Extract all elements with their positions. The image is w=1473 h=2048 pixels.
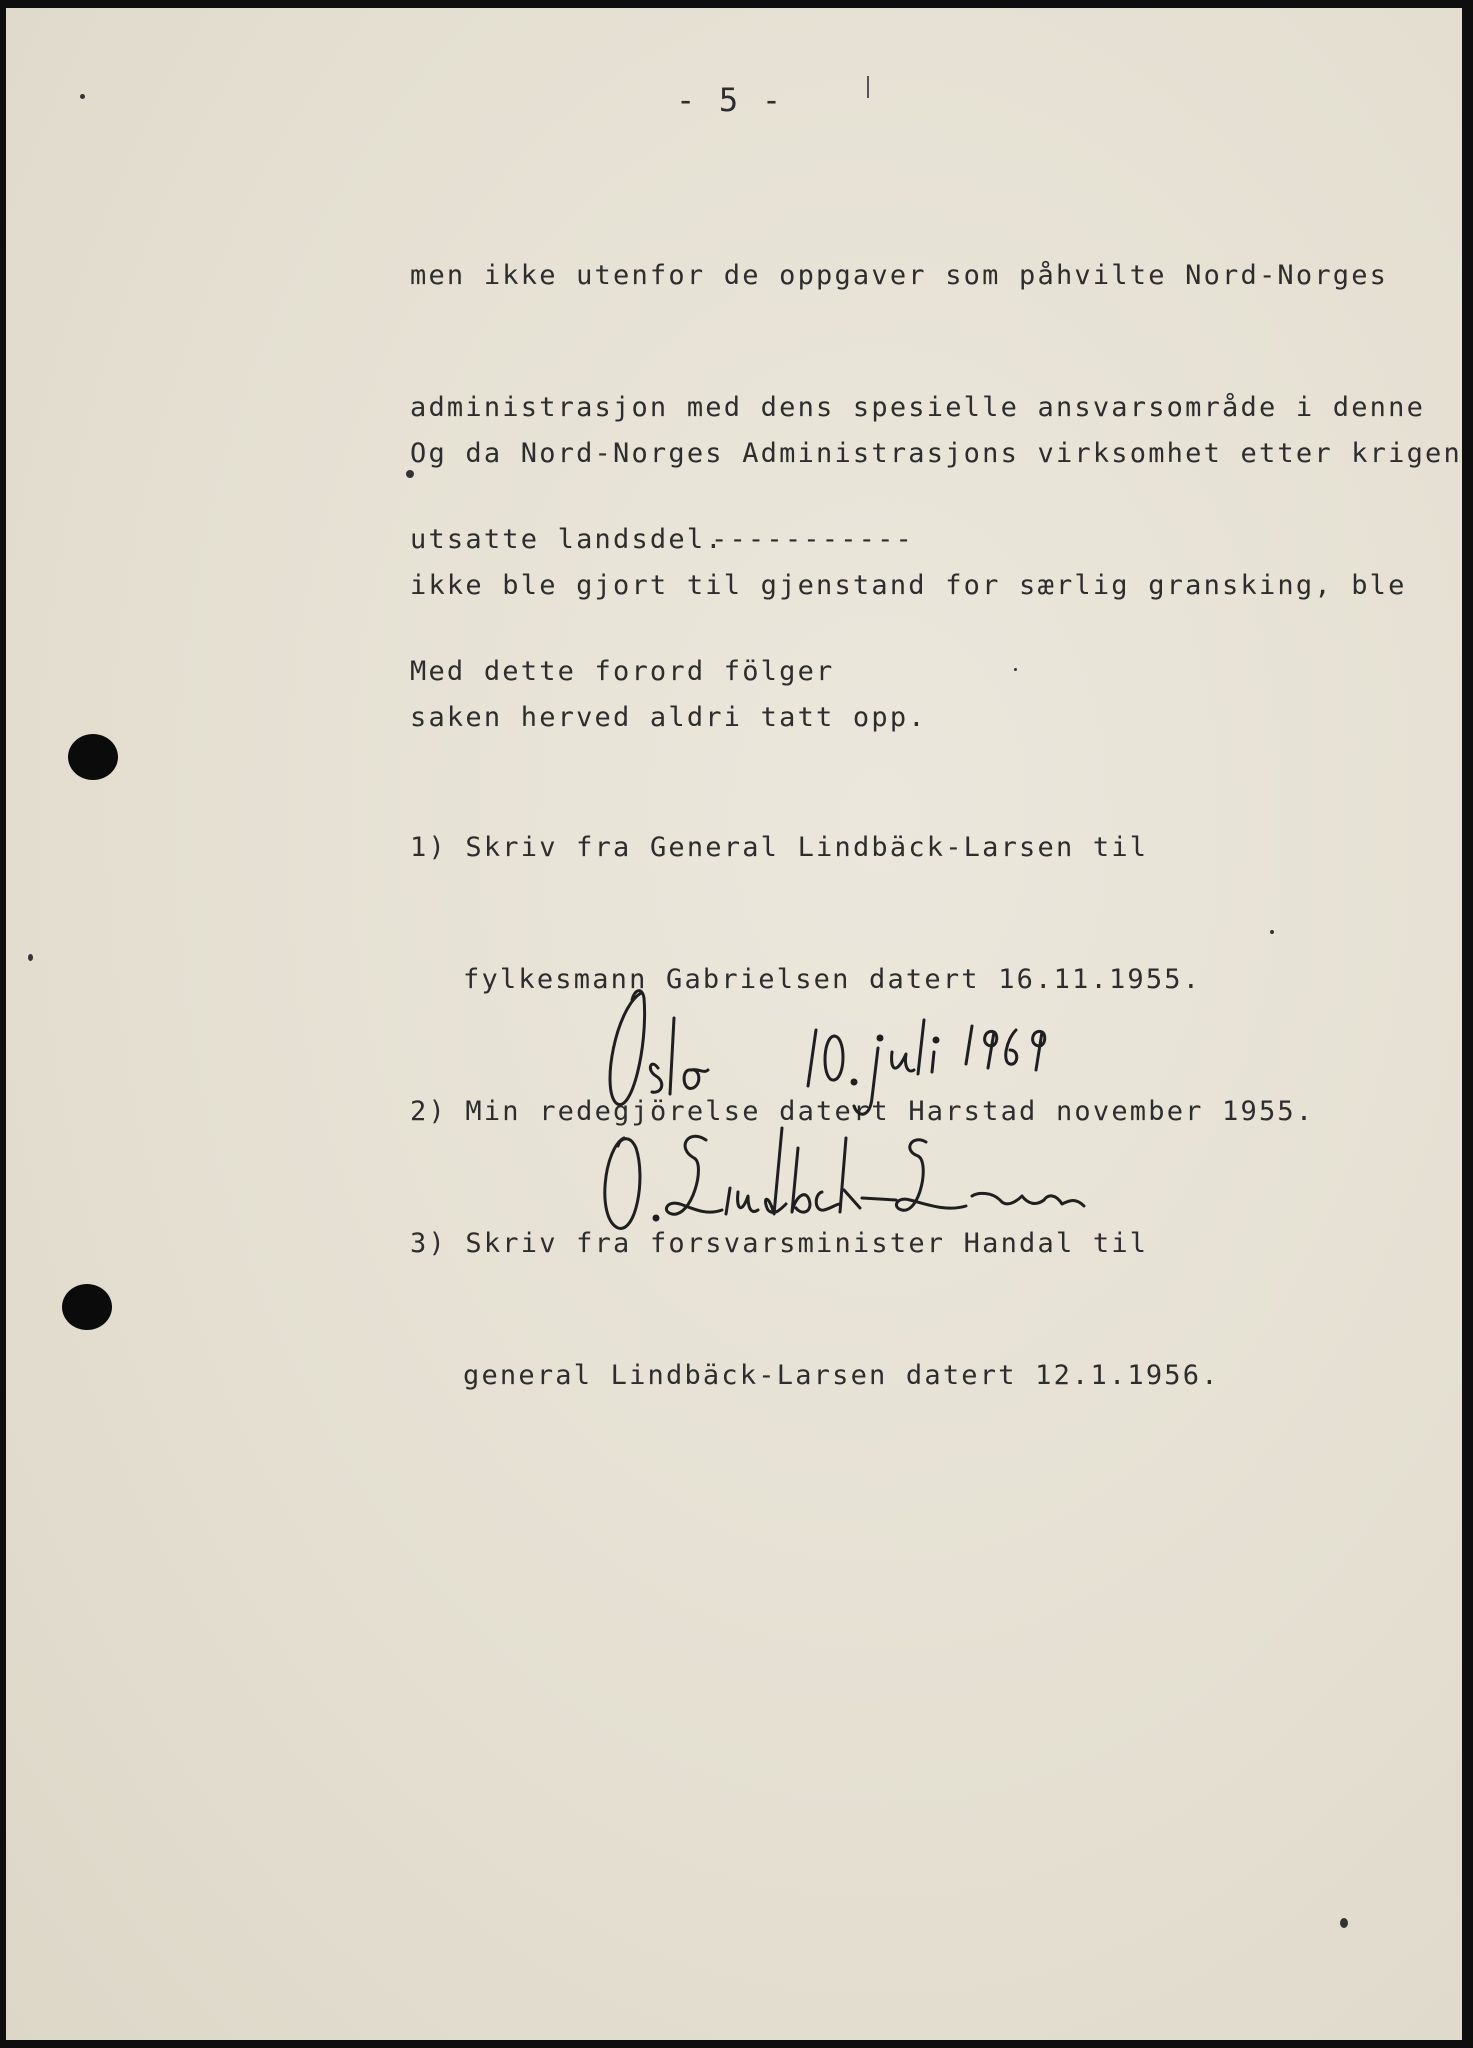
- paragraph-1-line: utsatte landsdel.: [410, 524, 724, 555]
- paper-speck: [1340, 1918, 1348, 1928]
- paper-speck: [28, 954, 33, 961]
- enclosure-item-1-continuation: fylkesmann Gabrielsen datert 16.11.1955.: [463, 964, 1202, 995]
- enclosure-text: Skriv fra forsvarsminister Handal til: [465, 1228, 1149, 1259]
- enclosure-marker: 1): [410, 832, 447, 863]
- paragraph-1-line: administrasjon med dens spesielle ansvarsområde i denne: [410, 392, 1426, 423]
- enclosure-marker: 2): [410, 1096, 447, 1127]
- punch-hole: [62, 1284, 112, 1330]
- paragraph-2-line: ikke ble gjort til gjenstand for særlig gransking, ble: [410, 570, 1407, 601]
- enclosure-item-3-continuation: general Lindbäck-Larsen datert 12.1.1956.: [463, 1360, 1220, 1391]
- paper-speck: [406, 470, 414, 478]
- separator-line: -----------: [711, 524, 915, 555]
- punch-hole: [68, 734, 118, 780]
- enclosure-text: Min redegjörelse datert Harstad november 1955.: [465, 1096, 1315, 1127]
- enclosure-item-1: [410, 826, 1314, 870]
- paper-speck: [1270, 930, 1274, 934]
- enclosure-marker: 3): [410, 1228, 447, 1259]
- paragraph-1-line: men ikke utenfor de oppgaver som påhvilte Nord-Norges: [410, 260, 1389, 291]
- paper-speck: [80, 94, 85, 99]
- page-number: - 5 -: [676, 81, 784, 119]
- enclosure-text: Skriv fra General Lindbäck-Larsen til: [465, 832, 1149, 863]
- intro-line: Med dette forord fölger: [410, 656, 835, 687]
- paragraph-2-line: saken herved aldri tatt opp.: [410, 702, 927, 733]
- margin-tick-mark: [867, 76, 869, 98]
- paper-speck: [1014, 668, 1017, 671]
- document-page: [6, 8, 1462, 2040]
- paragraph-2-line: Og da Nord-Norges Administrasjons virksomhet etter krigen: [410, 438, 1462, 469]
- handwritten-signature: [596, 978, 1236, 1248]
